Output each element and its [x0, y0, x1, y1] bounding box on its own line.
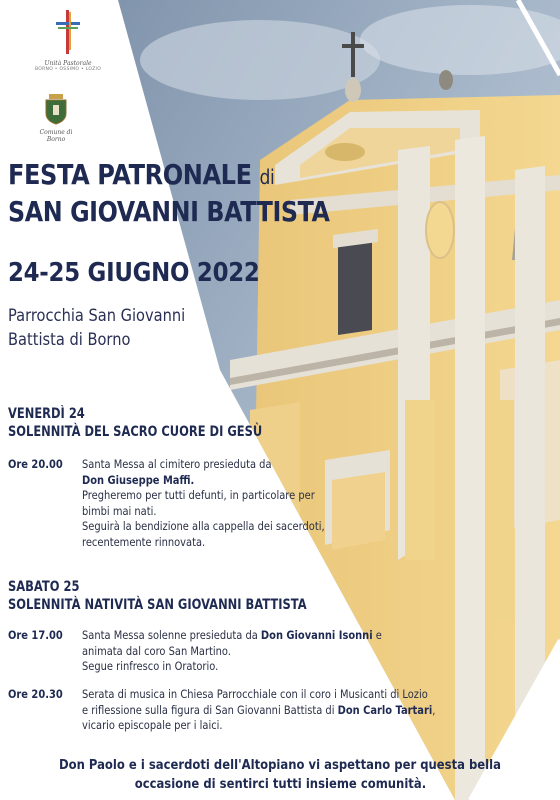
- saturday-event-2-line1: Serata di musica in Chiesa Parrocchiale con il coro i Musicanti di Lozio: [82, 687, 428, 701]
- title-line2: SAN GIOVANNI BATTISTA: [8, 195, 330, 228]
- unita-pastorale-name: Unità Pastorale: [44, 60, 92, 67]
- footer-message: [0, 756, 560, 794]
- friday-line: Seguirà la bendizione alla cappella dei sacerdoti,: [82, 519, 325, 533]
- friday-title: SOLENNITÀ DEL SACRO CUORE DI GESÙ: [8, 424, 263, 440]
- saturday-event-1: [82, 628, 382, 675]
- comune-line1: Comune di: [39, 129, 73, 136]
- saturday-event-2-line2: [82, 703, 435, 719]
- text-span: ,: [432, 702, 436, 717]
- celebrant-name: Don Giovanni Isonni: [260, 628, 373, 642]
- saturday-event-2: [82, 687, 435, 734]
- cross-logo-icon: [53, 8, 83, 56]
- friday-day: VENERDÌ 24: [8, 406, 85, 422]
- saturday-heading: [8, 578, 307, 614]
- parish-line2: Battista di Borno: [8, 330, 131, 350]
- comune-line2: Borno: [46, 136, 66, 143]
- saturday-title: SOLENNITÀ NATIVITÀ SAN GIOVANNI BATTISTA: [8, 597, 307, 613]
- saturday-time-1: Ore 17.00: [8, 628, 63, 642]
- text-span: Santa Messa solenne presieduta da: [82, 628, 261, 642]
- unita-pastorale-places: BORNO • OSSIMO • LOZIO: [34, 67, 102, 72]
- footer-line1: Don Paolo e i sacerdoti dell'Altopiano vi aspettano per questa bella: [58, 757, 502, 773]
- saturday-time-2: Ore 20.30: [8, 687, 63, 701]
- friday-line: Santa Messa al cimitero presieduta da: [82, 457, 272, 471]
- friday-event: [82, 457, 325, 550]
- text-span: e: [372, 628, 382, 642]
- comune-logo: [34, 93, 78, 143]
- saturday-event-2-line3: vicario episcopale per i laici.: [82, 718, 223, 732]
- saturday-event-1-line2: animata dal coro San Martino.: [82, 643, 231, 658]
- parish-name: [8, 304, 185, 352]
- event-date: 24-25 GIUGNO 2022: [8, 258, 260, 288]
- text-span: e riflessione sulla figura di San Giovanni Battista di: [82, 702, 338, 717]
- title-main: FESTA PATRONALE: [8, 158, 252, 191]
- friday-line: bimbi mai nati.: [82, 503, 157, 518]
- unita-pastorale-logo: [30, 8, 106, 72]
- friday-line-celebrant: Don Giuseppe Maffi.: [82, 472, 195, 487]
- saturday-day: SABATO 25: [8, 579, 80, 595]
- friday-line: Pregheremo per tutti defunti, in particolare per: [82, 488, 315, 502]
- title-line1: [8, 160, 274, 192]
- friday-heading: [8, 405, 262, 441]
- saturday-event-1-line1: [82, 628, 382, 644]
- parish-line1: Parrocchia San Giovanni: [8, 306, 186, 326]
- saturday-event-1-line3: Segue rinfresco in Oratorio.: [82, 659, 219, 673]
- footer-line2: occasione di sentirci tutti insieme comunità.: [134, 776, 426, 792]
- friday-line: recentemente rinnovata.: [82, 534, 206, 549]
- coat-of-arms-icon: [43, 93, 69, 125]
- friday-time: Ore 20.00: [8, 457, 63, 471]
- speaker-name: Don Carlo Tartari: [337, 702, 433, 717]
- title-di: di: [259, 165, 275, 189]
